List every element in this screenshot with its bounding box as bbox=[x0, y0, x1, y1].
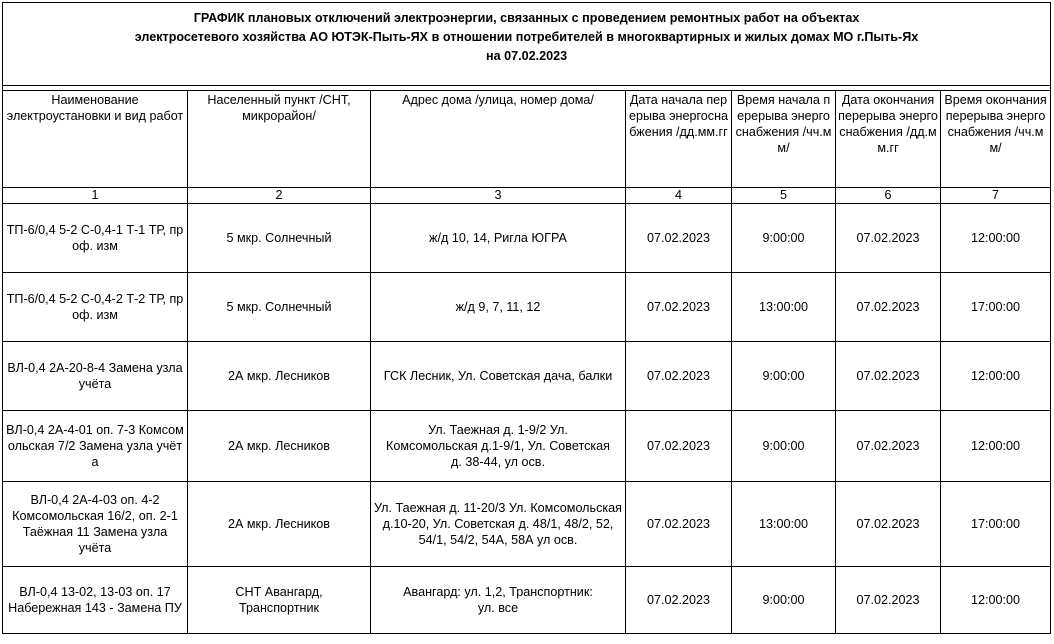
cell-address: Ул. Таежная д. 11-20/3 Ул. Комсомольская д.10-20, Ул. Советская д. 48/1, 48/2, 52, 54/1, 54/2, 54А, 58А ул осв. bbox=[371, 482, 626, 567]
cell-end-time: 17:00:00 bbox=[941, 482, 1051, 567]
cell-object: ВЛ-0,4 2А-4-01 оп. 7-3 Комсомольская 7/2 Замена узла учёта bbox=[3, 411, 188, 482]
cell-start-date: 07.02.2023 bbox=[626, 273, 732, 342]
title-row bbox=[3, 3, 1051, 86]
cell-locality: СНТ Авангард, Транспортник bbox=[188, 567, 371, 634]
cell-end-date: 07.02.2023 bbox=[836, 273, 941, 342]
header-start-time: Время начала перерыва энергоснабжения /чч.мм/ bbox=[732, 91, 836, 188]
cell-start-time: 13:00:00 bbox=[732, 482, 836, 567]
column-number: 5 bbox=[732, 188, 836, 204]
cell-end-date: 07.02.2023 bbox=[836, 204, 941, 273]
header-end-time: Время окончания перерыва энергоснабжения /чч.мм/ bbox=[941, 91, 1051, 188]
cell-address: Авангард: ул. 1,2, Транспортник: ул. все bbox=[371, 567, 626, 634]
table-row bbox=[3, 567, 1051, 634]
cell-locality: 2А мкр. Лесников bbox=[188, 482, 371, 567]
cell-address: ж/д 10, 14, Ригла ЮГРА bbox=[371, 204, 626, 273]
title-line-3: на 07.02.2023 bbox=[485, 49, 568, 63]
table-row bbox=[3, 482, 1051, 567]
cell-start-date: 07.02.2023 bbox=[626, 204, 732, 273]
cell-end-date: 07.02.2023 bbox=[836, 482, 941, 567]
title-line-2: электросетевого хозяйства АО ЮТЭК-Пыть-ЯХ в отношении потребителей в многоквартирных и жилых домах МО г.Пыть-Ях bbox=[134, 30, 919, 44]
cell-end-time: 12:00:00 bbox=[941, 342, 1051, 411]
cell-end-time: 12:00:00 bbox=[941, 567, 1051, 634]
cell-object: ВЛ-0,4 13-02, 13-03 оп. 17 Набережная 143 - Замена ПУ bbox=[3, 567, 188, 634]
cell-address: ж/д 9, 7, 11, 12 bbox=[371, 273, 626, 342]
cell-start-date: 07.02.2023 bbox=[626, 342, 732, 411]
header-object: Наименование электроустановки и вид работ bbox=[3, 91, 188, 188]
cell-object: ТП-6/0,4 5-2 С-0,4-1 Т-1 ТР, проф. изм bbox=[3, 204, 188, 273]
cell-end-date: 07.02.2023 bbox=[836, 342, 941, 411]
outage-schedule-table bbox=[2, 2, 1051, 634]
column-number: 7 bbox=[941, 188, 1051, 204]
cell-start-time: 13:00:00 bbox=[732, 273, 836, 342]
cell-locality: 2А мкр. Лесников bbox=[188, 411, 371, 482]
cell-locality: 5 мкр. Солнечный bbox=[188, 204, 371, 273]
table-row bbox=[3, 411, 1051, 482]
cell-start-time: 9:00:00 bbox=[732, 342, 836, 411]
cell-start-time: 9:00:00 bbox=[732, 411, 836, 482]
document-title bbox=[3, 3, 1051, 86]
cell-locality: 2А мкр. Лесников bbox=[188, 342, 371, 411]
header-row bbox=[3, 91, 1051, 188]
cell-object: ВЛ-0,4 2А-20-8-4 Замена узла учёта bbox=[3, 342, 188, 411]
cell-end-time: 17:00:00 bbox=[941, 273, 1051, 342]
column-number: 4 bbox=[626, 188, 732, 204]
table-row bbox=[3, 273, 1051, 342]
column-number: 3 bbox=[371, 188, 626, 204]
cell-start-time: 9:00:00 bbox=[732, 567, 836, 634]
cell-object: ВЛ-0,4 2А-4-03 оп. 4-2 Комсомольская 16/2, оп. 2-1 Таёжная 11 Замена узла учёта bbox=[3, 482, 188, 567]
header-end-date: Дата окончания перерыва энергоснабжения /дд.мм.гг bbox=[836, 91, 941, 188]
column-number: 6 bbox=[836, 188, 941, 204]
cell-end-time: 12:00:00 bbox=[941, 204, 1051, 273]
table-row bbox=[3, 342, 1051, 411]
cell-address: Ул. Таежная д. 1-9/2 Ул. Комсомольская д.1-9/1, Ул. Советская д. 38-44, ул осв. bbox=[371, 411, 626, 482]
cell-start-date: 07.02.2023 bbox=[626, 567, 732, 634]
title-line-1: ГРАФИК плановых отключений электроэнергии, связанных с проведением ремонтных работ на объектах bbox=[193, 11, 860, 25]
header-start-date: Дата начала перерыва энергоснабжения /дд.мм.гг bbox=[626, 91, 732, 188]
cell-start-date: 07.02.2023 bbox=[626, 411, 732, 482]
cell-end-date: 07.02.2023 bbox=[836, 411, 941, 482]
cell-start-time: 9:00:00 bbox=[732, 204, 836, 273]
cell-object: ТП-6/0,4 5-2 С-0,4-2 Т-2 ТР, проф. изм bbox=[3, 273, 188, 342]
header-locality: Населенный пункт /СНТ, микрорайон/ bbox=[188, 91, 371, 188]
column-number: 1 bbox=[3, 188, 188, 204]
cell-end-date: 07.02.2023 bbox=[836, 567, 941, 634]
cell-start-date: 07.02.2023 bbox=[626, 482, 732, 567]
header-address: Адрес дома /улица, номер дома/ bbox=[371, 91, 626, 188]
cell-end-time: 12:00:00 bbox=[941, 411, 1051, 482]
cell-locality: 5 мкр. Солнечный bbox=[188, 273, 371, 342]
column-number-row bbox=[3, 188, 1051, 204]
cell-address: ГСК Лесник, Ул. Советская дача, балки bbox=[371, 342, 626, 411]
column-number: 2 bbox=[188, 188, 371, 204]
table-row bbox=[3, 204, 1051, 273]
